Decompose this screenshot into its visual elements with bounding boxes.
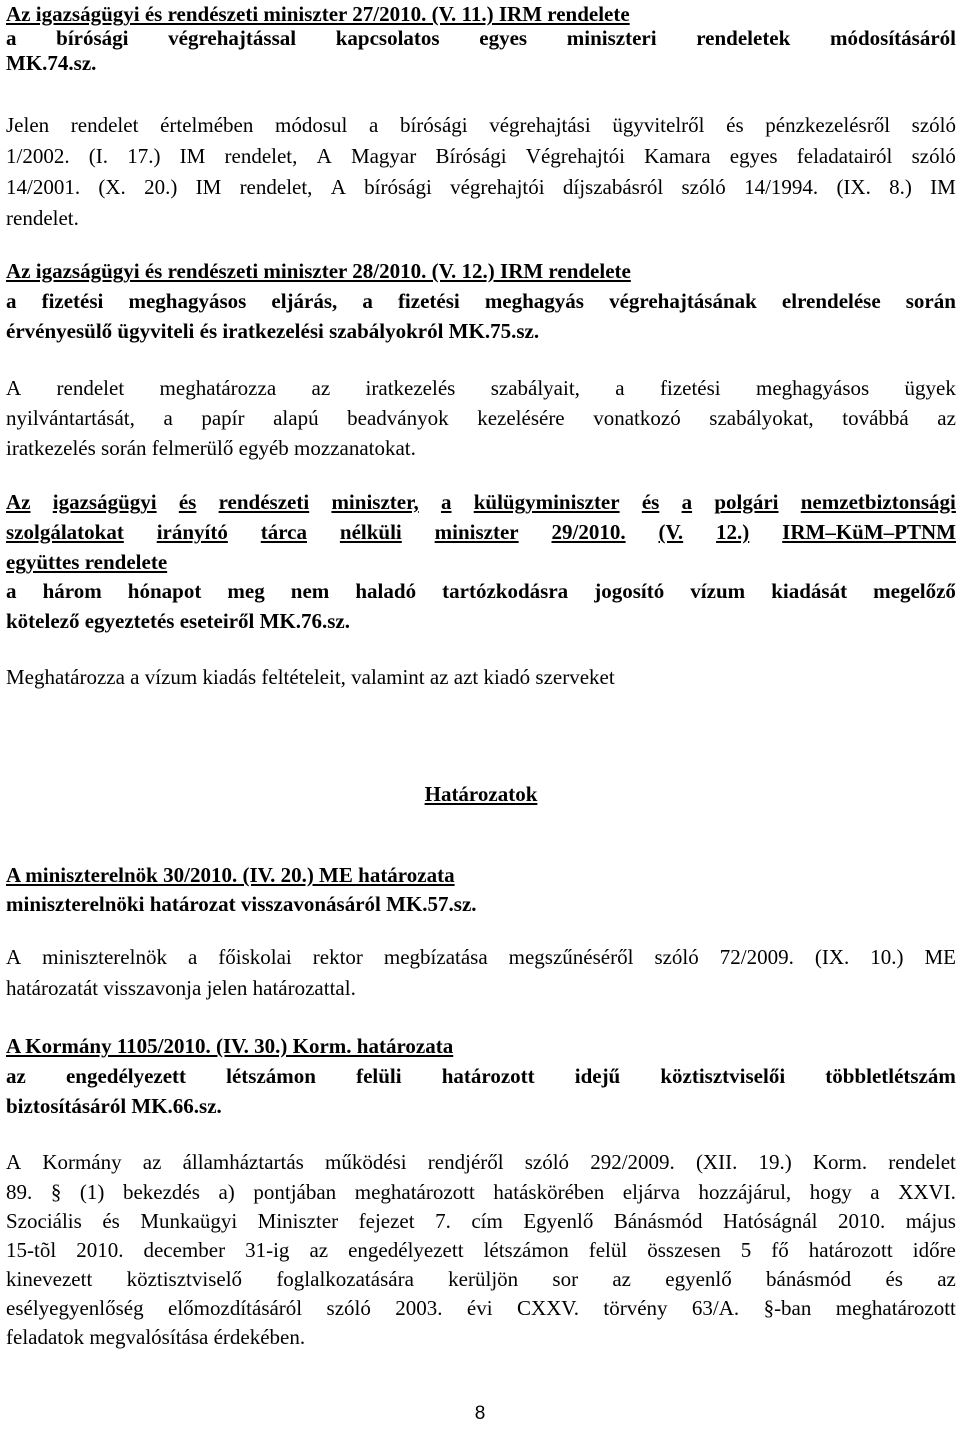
body-line: feladatok megvalósítása érdekében. xyxy=(6,1325,306,1349)
body-line: esélyegyenlőség előmozdításáról szóló 2003. évi CXXV. törvény 63/A. §-ban meghatározott xyxy=(6,1296,956,1320)
page-number: 8 xyxy=(474,1403,486,1424)
body-line: rendelet. xyxy=(6,206,79,230)
body-line: A rendelet meghatározza az iratkezelés szabályait, a fizetési meghagyásos ügyek xyxy=(6,376,956,400)
decree-reference: MK.74.sz. xyxy=(6,51,97,75)
decree-subtitle: érvényesülő ügyviteli és iratkezelési szabályokról MK.75.sz. xyxy=(6,319,540,343)
body-line: 89. § (1) bekezdés a) pontjában meghatározott hatáskörében eljárva hozzájárul, hogy a XXVI. xyxy=(6,1180,956,1204)
resolution-subtitle: biztosításáról MK.66.sz. xyxy=(6,1094,222,1118)
decree-title: szolgálatokat irányító tárca nélküli miniszter 29/2010. (V. 12.) IRM–KüM–PTNM xyxy=(6,520,956,544)
section-heading: Határozatok xyxy=(424,782,538,806)
decree-subtitle: a bírósági végrehajtással kapcsolatos egyes miniszteri rendeletek módosításáról xyxy=(6,26,956,50)
body-line: A Kormány az államháztartás működési rendjéről szóló 292/2009. (XII. 19.) Korm. rendelet xyxy=(6,1150,956,1174)
decree-title: Az igazságügyi és rendészeti miniszter 27/2010. (V. 11.) IRM rendelete xyxy=(6,2,630,26)
resolution-subtitle: az engedélyezett létszámon felüli határozott idejű köztisztviselői többletlétszám xyxy=(6,1064,956,1088)
decree-subtitle: kötelező egyeztetés eseteiről MK.76.sz. xyxy=(6,609,350,633)
decree-subtitle: a fizetési meghagyásos eljárás, a fizetési meghagyás végrehajtásának elrendelése során xyxy=(6,289,956,313)
body-line: 14/2001. (X. 20.) IM rendelet, A bírósági végrehajtói díjszabásról szóló 14/1994. (IX. 8.) IM xyxy=(6,175,956,199)
decree-subtitle: a három hónapot meg nem haladó tartózkodásra jogosító vízum kiadását megelőző xyxy=(6,579,956,603)
body-line: határozatát visszavonja jelen határozattal. xyxy=(6,976,356,1000)
body-line: iratkezelés során felmerülő egyéb mozzanatokat. xyxy=(6,436,416,460)
body-line: kinevezett köztisztviselő foglalkozatására kerüljön sor az egyenlő bánásmód és az xyxy=(6,1267,956,1291)
body-line: A miniszterelnök a főiskolai rektor megbízatása megszűnéséről szóló 72/2009. (IX. 10.) ME xyxy=(6,945,956,969)
body-line: Szociális és Munkaügyi Miniszter fejezet 7. cím Egyenlő Bánásmód Hatóságnál 2010. május xyxy=(6,1209,956,1233)
body-line: 15-tõl 2010. december 31-ig az engedélyezett létszámon felül összesen 5 fő határozott időre xyxy=(6,1238,956,1262)
decree-title: Az igazságügyi és rendészeti miniszter, a külügyminiszter és a polgári nemzetbiztonsági xyxy=(6,490,956,514)
body-line: Meghatározza a vízum kiadás feltételeit, valamint az azt kiadó szerveket xyxy=(6,665,615,689)
resolution-subtitle: miniszterelnöki határozat visszavonásáról MK.57.sz. xyxy=(6,892,477,916)
body-line: nyilvántartását, a papír alapú beadványok kezelésére vonatkozó szabályokat, továbbá az xyxy=(6,406,956,430)
decree-title: együttes rendelete xyxy=(6,550,168,574)
resolution-title: A miniszterelnök 30/2010. (IV. 20.) ME határozata xyxy=(6,863,455,887)
body-line: 1/2002. (I. 17.) IM rendelet, A Magyar Bírósági Végrehajtói Kamara egyes feladatairól szóló xyxy=(6,144,956,168)
document-page xyxy=(6,0,956,1432)
decree-title: Az igazságügyi és rendészeti miniszter 28/2010. (V. 12.) IRM rendelete xyxy=(6,259,631,283)
resolution-title: A Kormány 1105/2010. (IV. 30.) Korm. határozata xyxy=(6,1034,454,1058)
body-line: Jelen rendelet értelmében módosul a bírósági végrehajtási ügyvitelről és pénzkezelésről szóló xyxy=(6,113,956,137)
